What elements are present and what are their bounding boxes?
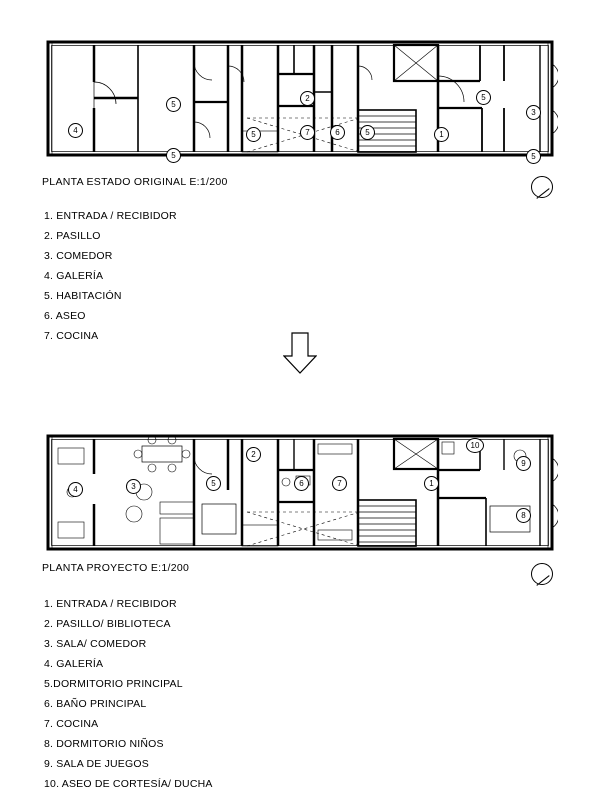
legend-project [44, 594, 213, 794]
legend-item: 7. COCINA [44, 718, 99, 730]
floor-plan-original [42, 36, 558, 161]
room-number: 5 [206, 476, 221, 491]
room-number: 3 [126, 479, 141, 494]
room-number: 7 [332, 476, 347, 491]
room-number: 4 [68, 123, 83, 138]
room-number: 5 [476, 90, 491, 105]
room-number: 5 [166, 97, 181, 112]
legend-item: 1. ENTRADA / RECIBIDOR [44, 598, 177, 610]
down-arrow-icon [283, 332, 317, 374]
room-number: 7 [300, 125, 315, 140]
legend-item: 2. PASILLO [44, 230, 101, 242]
legend-item: 3. SALA/ COMEDOR [44, 638, 147, 650]
room-number: 8 [516, 508, 531, 523]
room-number: 1 [424, 476, 439, 491]
room-number: 3 [526, 105, 541, 120]
room-number: 5 [360, 125, 375, 140]
room-number: 5 [526, 149, 541, 164]
room-number: 9 [516, 456, 531, 471]
legend-item: 6. ASEO [44, 310, 86, 322]
room-number: 5 [166, 148, 181, 163]
north-arrow-icon [531, 176, 553, 198]
legend-item: 4. GALERÍA [44, 658, 104, 670]
legend-item: 5. HABITACIÓN [44, 290, 122, 302]
legend-item: 1. ENTRADA / RECIBIDOR [44, 210, 177, 222]
caption-project: PLANTA PROYECTO E:1/200 [42, 562, 190, 574]
legend-item: 7. COCINA [44, 330, 99, 342]
legend-item: 4. GALERÍA [44, 270, 104, 282]
legend-item: 9. SALA DE JUEGOS [44, 758, 149, 770]
north-arrow-icon [531, 563, 553, 585]
legend-item: 3. COMEDOR [44, 250, 113, 262]
legend-original [44, 206, 177, 346]
room-number: 2 [300, 91, 315, 106]
room-number: 4 [68, 482, 83, 497]
room-number: 6 [330, 125, 345, 140]
legend-item: 6. BAÑO PRINCIPAL [44, 698, 147, 710]
room-number: 10 [466, 438, 484, 453]
legend-item: 10. ASEO DE CORTESÍA/ DUCHA [44, 778, 213, 790]
legend-item: 8. DORMITORIO NIÑOS [44, 738, 164, 750]
caption-original: PLANTA ESTADO ORIGINAL E:1/200 [42, 176, 228, 188]
room-number: 5 [246, 127, 261, 142]
legend-item: 5.DORMITORIO PRINCIPAL [44, 678, 183, 690]
floor-plan-project [42, 430, 558, 555]
room-number: 2 [246, 447, 261, 462]
room-number: 6 [294, 476, 309, 491]
room-number: 1 [434, 127, 449, 142]
legend-item: 2. PASILLO/ BIBLIOTECA [44, 618, 171, 630]
